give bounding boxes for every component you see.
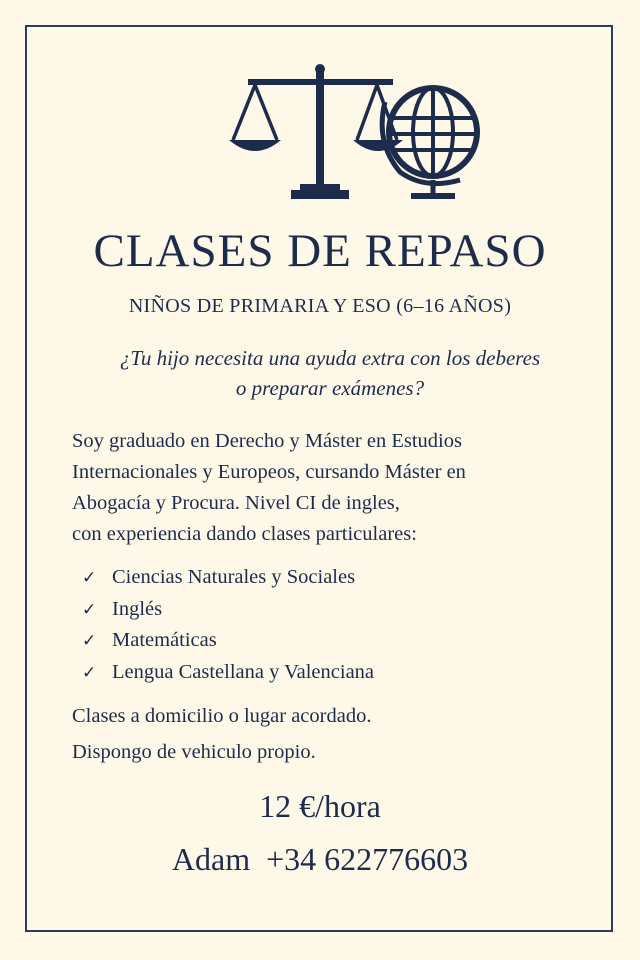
- checkmark-icon: ✓: [82, 599, 97, 619]
- scales-of-justice-icon: [229, 64, 403, 199]
- vehicle-note: Dispongo de vehiculo propio.: [72, 741, 316, 763]
- logo: [225, 62, 485, 207]
- question-line: ¿Tu hijo necesita una ayuda extra con los deberes: [119, 346, 541, 370]
- list-item: [82, 594, 374, 626]
- subject-label: Ciencias Naturales y Sociales: [112, 566, 356, 588]
- checkmark-icon: ✓: [82, 568, 97, 587]
- checkmark-icon: ✓: [82, 662, 97, 682]
- intro-line: Soy graduado en Derecho y Máster en Estudios: [72, 430, 462, 452]
- intro-line: con experiencia dando clases particulares:: [72, 523, 417, 545]
- intro-line: Internacionales y Europeos, cursando Máster en: [72, 461, 466, 483]
- subject-label: Lengua Castellana y Valenciana: [112, 660, 375, 683]
- intro-line: Abogacía y Procura. Nivel CI de ingles,: [72, 492, 400, 514]
- list-item: [82, 625, 374, 657]
- intro-paragraph: [72, 426, 592, 550]
- price-text: 12 €/hora: [259, 788, 381, 824]
- question-line: o preparar exámenes?: [235, 376, 425, 400]
- question-text: [60, 343, 600, 403]
- list-item: [82, 657, 374, 689]
- subject-label: Inglés: [112, 597, 163, 620]
- contact-phone: Adam +34 622776603: [171, 841, 469, 877]
- checkmark-icon: ✓: [82, 631, 97, 650]
- subjects-list: [82, 562, 374, 688]
- list-item: [82, 562, 374, 594]
- page-title: CLASES DE REPASO: [93, 225, 547, 277]
- location-note: Clases a domicilio o lugar acordado.: [72, 705, 372, 727]
- page-subtitle: NIÑOS DE PRIMARIA Y ESO (6–16 AÑOS): [128, 295, 512, 317]
- subject-label: Matemáticas: [112, 629, 217, 651]
